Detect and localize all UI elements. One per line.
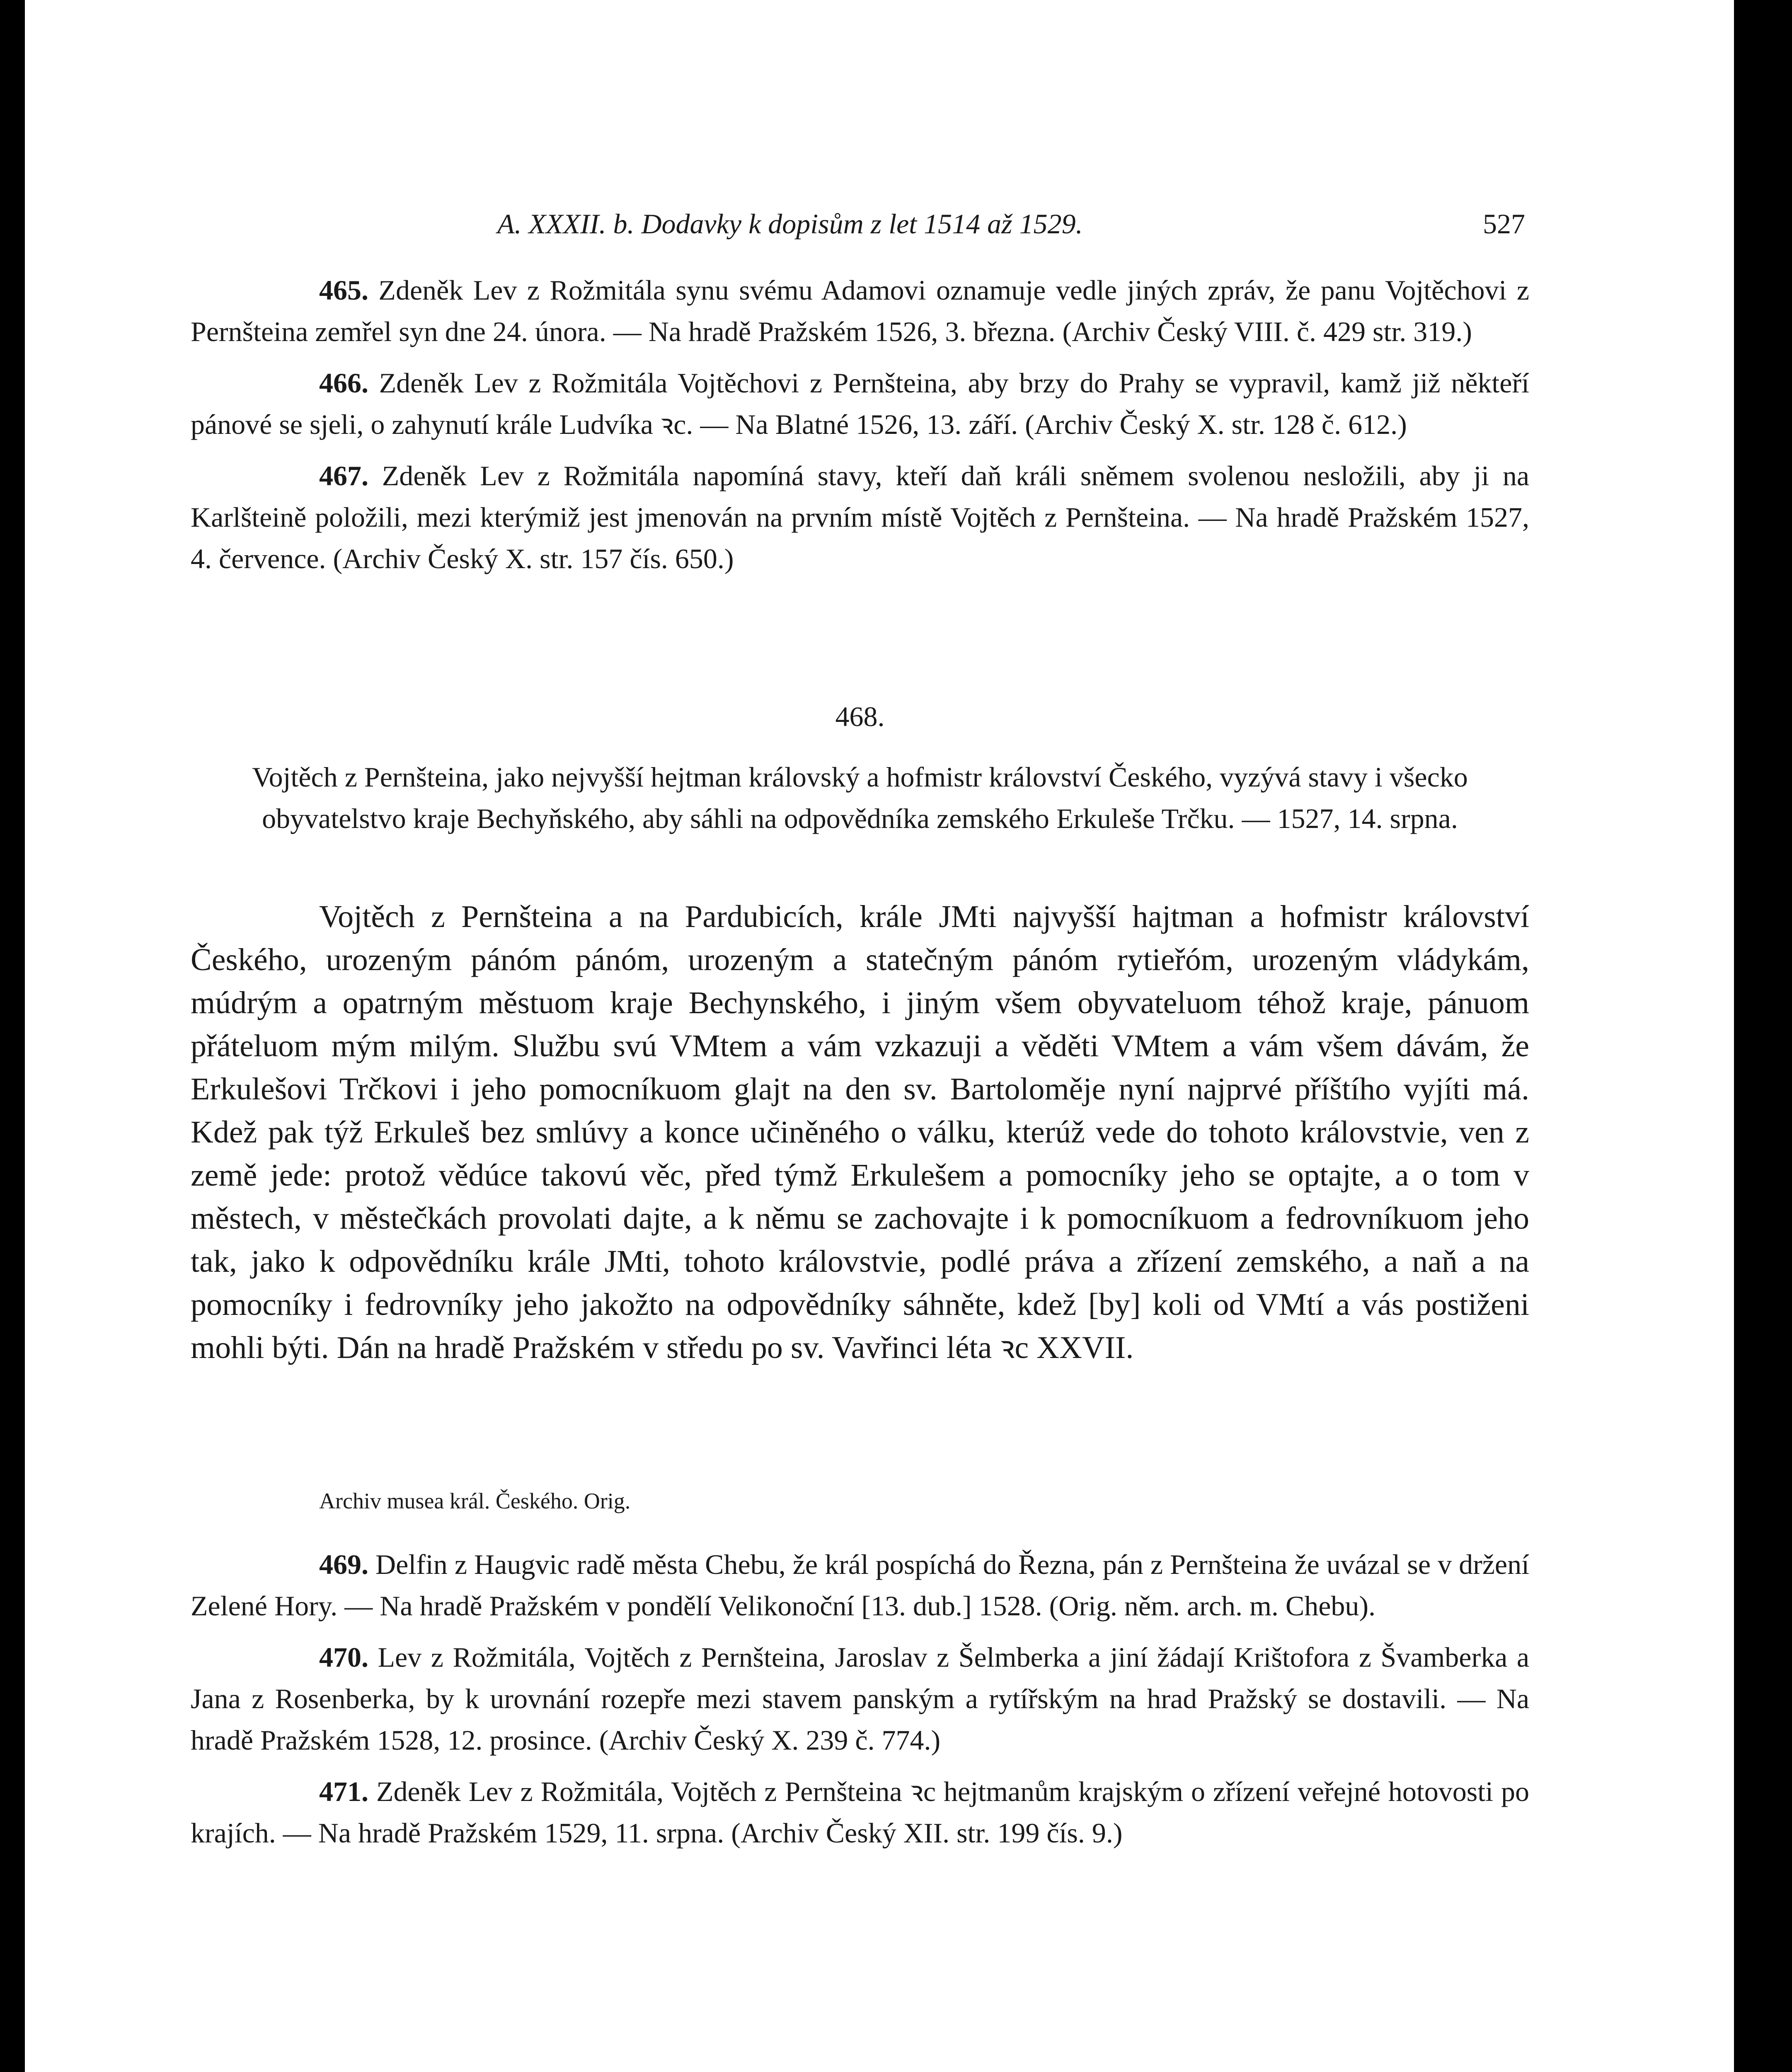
entry-text: Zdeněk Lev z Rožmitála napomíná stavy, kteří daň králi sněmem svolenou nesložili, aby ji na Karlšteině položili, mezi kterýmiž jest jmenován na prvním místě Vojtěch z Pernšteina. — Na hradě Pražském 1527, 4. července. (Archiv Český X. str. 157 čís. 650.) bbox=[191, 460, 1529, 574]
entry-text: Zdeněk Lev z Rožmitála synu svému Adamovi oznamuje vedle jiných zpráv, že panu Vojtěchovi z Pernšteina zemřel syn dne 24. února. — Na hradě Pražském 1526, 3. března. (Archiv Český VIII. č. 429 str. 319.) bbox=[191, 274, 1529, 347]
entry-number: 465. bbox=[319, 274, 368, 306]
document-summary: Vojtěch z Pernšteina, jako nejvyšší hejtman královský a hofmistr království Českého, vyzývá stavy i všecko obyvatelstvo kraje Bechyňského, aby sáhli na odpovědníka zemského Erkuleše Trčku. — 1527, 14. srpna. bbox=[252, 761, 1468, 834]
entries-bottom bbox=[191, 1544, 1529, 1854]
entry-text: Delfin z Haugvic radě města Chebu, že král pospíchá do Řezna, pán z Pernšteina že uvázal se v držení Zelené Hory. — Na hradě Pražském v pondělí Velikonoční [13. dub.] 1528. (Orig. něm. arch. m. Chebu). bbox=[191, 1549, 1529, 1622]
document-source-block bbox=[191, 1484, 1529, 1518]
entry-text: Zdeněk Lev z Rožmitála Vojtěchovi z Pernšteina, aby brzy do Prahy se vypravil, kamž již někteří pánové se sjeli, o zahynutí krále Ludvíka ꝛc. — Na Blatné 1526, 13. září. (Archiv Český X. str. 128 č. 612.) bbox=[191, 367, 1529, 440]
entry-number: 466. bbox=[319, 367, 368, 399]
document-number: 468. bbox=[835, 701, 885, 732]
entry-text: Lev z Rožmitála, Vojtěch z Pernšteina, Jaroslav z Šelmberka a jiní žádají Krištofora z Švamberka a Jana z Rosenberka, by k urovnání rozepře mezi stavem panským a rytířským na hrad Pražský se dostavili. — Na hradě Pražském 1528, 12. prosince. (Archiv Český X. 239 č. 774.) bbox=[191, 1641, 1529, 1756]
entry-number: 470. bbox=[319, 1641, 368, 1673]
document-summary-block bbox=[191, 756, 1529, 839]
document-body: Vojtěch z Pernšteina a na Pardubicích, krále JMti najvyšší hajtman a hofmistr království Českého, urozeným pánóm pánóm, urozeným a statečným pánóm rytieřóm, urozeným vládykám, múdrým a opatrným městuom kraje Bechynského, i jiným všem obyvateluom téhož kraje, pánuom přáteluom mým milým. Službu svú VMtem a vám vzkazuji a věděti VMtem a vám všem dávám, že Erkulešovi Trčkovi i jeho pomocníkuom glajt na den sv. Bartoloměje nyní najprvé příštího vyjíti má. Kdež pak týž Erkuleš bez smlúvy a konce učiněného o válku, kterúž vede do tohoto královstvie, ven z země jede: protož vědúce takovú věc, před týmž Erkulešem a pomocníky jeho se optajte, a o tom v městech, v městečkách provolati dajte, a k němu se zachovajte i k pomocníkuom a fedrovníkuom jeho tak, jako k odpovědníku krále JMti, tohoto královstvie, podlé práva a zřízení zemského, a naň a na pomocníky i fedrovníky jeho jakožto na odpovědníky sáhněte, kdež [by] koli od VMtí a vás postiženi mohli býti. Dán na hradě Pražském v středu po sv. Vavřinci léta ꝛc XXVII. bbox=[191, 899, 1529, 1365]
running-header bbox=[497, 201, 1525, 247]
entry-number: 471. bbox=[319, 1776, 368, 1807]
document-page bbox=[25, 0, 1734, 2072]
entries-top bbox=[191, 269, 1529, 579]
entry-466 bbox=[191, 362, 1529, 445]
document-source: Archiv musea král. Českého. Orig. bbox=[319, 1489, 631, 1513]
entry-470 bbox=[191, 1636, 1529, 1761]
entry-471 bbox=[191, 1771, 1529, 1854]
entry-number: 467. bbox=[319, 460, 368, 491]
entry-text: Zdeněk Lev z Rožmitála, Vojtěch z Pernšteina ꝛc hejtmanům krajským o zřízení veřejné hotovosti po krajích. — Na hradě Pražském 1529, 11. srpna. (Archiv Český XII. str. 199 čís. 9.) bbox=[191, 1776, 1529, 1849]
entry-number: 469. bbox=[319, 1549, 368, 1580]
entry-467 bbox=[191, 455, 1529, 579]
entry-465 bbox=[191, 269, 1529, 352]
document-body-block bbox=[191, 895, 1529, 1369]
entry-469 bbox=[191, 1544, 1529, 1627]
running-title: A. XXXII. b. Dodavky k dopisům z let 1514 až 1529. bbox=[497, 208, 1083, 240]
page-number: 527 bbox=[1483, 208, 1525, 240]
